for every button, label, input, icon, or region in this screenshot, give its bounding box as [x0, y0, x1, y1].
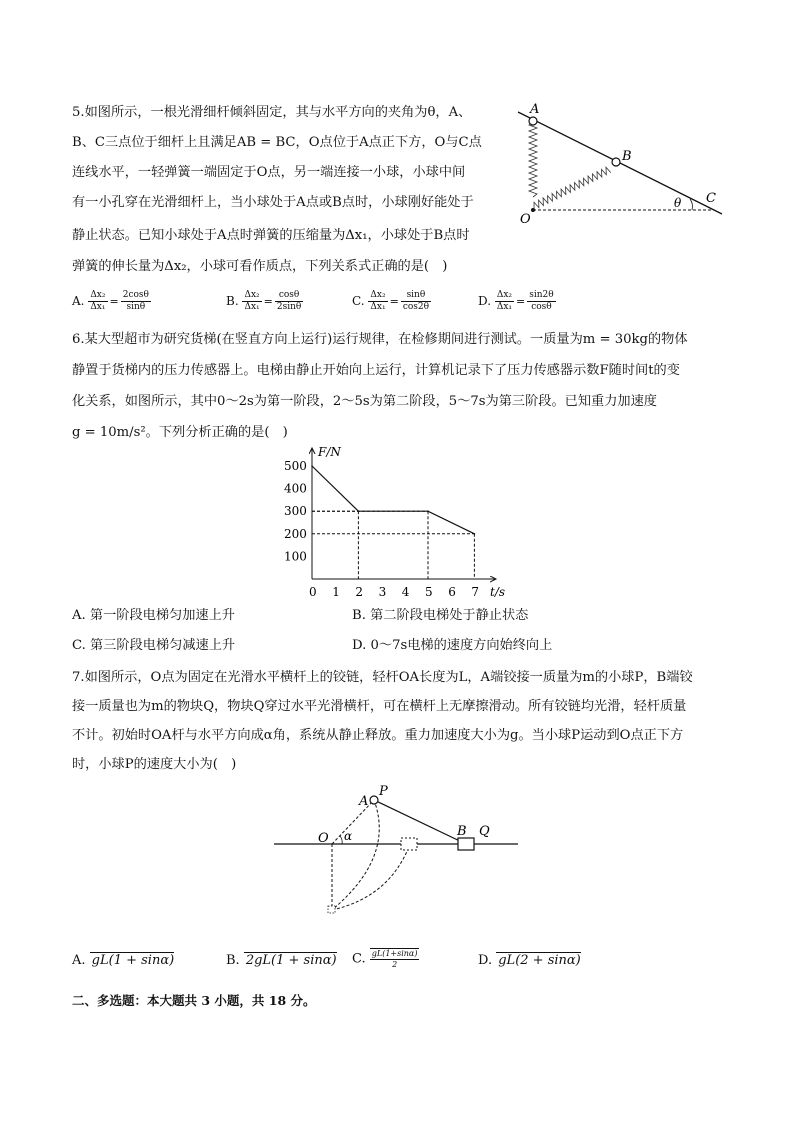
ball-at-a: [529, 117, 537, 125]
q5-option-b[interactable]: B. $\frac{\text{Δx₂}}{\text{Δx₁}}$ = $\frac{\cos\theta}{2\sin\theta}$: [226, 290, 302, 312]
x-tick-label: 7: [471, 585, 480, 599]
block-q-initial-ghost: [401, 838, 417, 850]
q5-line-6: 弹簧的伸长量为Δx₂，小球可看作质点，下列关系式正确的是( ): [72, 259, 448, 274]
q5-line-4: 有一小孔穿在光滑细杆上，当小球处于A点或B点时，小球刚好能处于: [72, 195, 474, 210]
q7-line-3: 不计。初始时OA杆与水平方向成α角，系统从静止释放。重力加速度大小为g。当小球P运动到O点正下方: [72, 728, 684, 743]
label-theta: θ: [674, 196, 682, 210]
q7-line-1: 7.如图所示，O点为固定在光滑水平横杆上的铰链，轻杆OA长度为L，A端铰接一质量为m的小球P，B端铰: [72, 670, 693, 685]
q7-option-d[interactable]: D. gL(2 + sinα): [478, 953, 581, 968]
q7-line-2: 接一质量也为m的物块Q，物块Q穿过水平光滑横杆，可在横杆上无摩擦滑动。所有铰链均光滑，轻杆质量: [72, 699, 687, 714]
q7-linkage-diagram: [270, 782, 530, 917]
label-b: B: [457, 824, 467, 839]
label-c: C: [706, 191, 716, 206]
q5-line-1: 5.如图所示，一根光滑细杆倾斜固定，其与水平方向的夹角为θ，A、: [72, 105, 472, 120]
label-b: B: [622, 149, 632, 164]
x-tick-label: 6: [448, 585, 456, 599]
q5-line-3: 连线水平，一轻弹簧一端固定于O点，另一端连接一小球，小球中间: [72, 165, 466, 180]
label-q: Q: [479, 824, 490, 839]
x-tick-label: 3: [378, 585, 387, 599]
q6-line-4: g = 10m/s²。下列分析正确的是( ): [72, 425, 288, 440]
label-p: P: [379, 784, 388, 799]
section-heading: 二、多选题：本大题共 3 小题，共 18 分。: [72, 993, 316, 1008]
force-time-chart: [270, 440, 510, 605]
sqrt-expression: $\frac{gL(1+\sin\alpha)}{2}$: [371, 949, 418, 969]
q7-option-b[interactable]: B. 2gL(1 + sinα): [226, 953, 337, 968]
q6-option-b[interactable]: B. 第二阶段电梯处于静止状态: [352, 608, 529, 623]
q6-option-a[interactable]: A. 第一阶段电梯匀加速上升: [72, 608, 235, 623]
q6-option-d[interactable]: D. 0～7s电梯的速度方向始终向上: [352, 638, 553, 653]
label-o: O: [520, 212, 531, 225]
q7-option-c[interactable]: C. $\frac{gL(1+\sin\alpha)}{2}$: [352, 949, 418, 969]
ball-at-b: [612, 158, 620, 166]
x-axis-label: t/s: [490, 585, 506, 599]
label-a: A: [359, 794, 369, 809]
y-tick-label: 500: [284, 459, 307, 473]
q6-line-3: 化关系，如图所示，其中0～2s为第一阶段，2～5s为第二阶段，5～7s为第三阶段。已知重力加速度: [72, 394, 657, 409]
x-tick-label: 5: [425, 585, 433, 599]
x-tick-label: 4: [401, 585, 410, 599]
q5-line-5: 静止状态。已知小球处于A点时弹簧的压缩量为Δx₁，小球处于B点时: [72, 228, 470, 243]
sqrt-expression: gL(1 + sinα): [91, 953, 175, 968]
y-tick-label: 200: [284, 526, 307, 541]
q5-line-2: B、C三点位于细杆上且满足AB = BC，O点位于A点正下方，O与C点: [72, 135, 482, 150]
q6-option-c[interactable]: C. 第三阶段电梯匀减速上升: [72, 638, 236, 653]
q6-line-2: 静置于货梯内的压力传感器上。电梯由静止开始向上运行，计算机记录下了压力传感器示数F随时间t的变: [72, 363, 680, 378]
x-tick-label: 1: [332, 585, 340, 599]
label-o: O: [318, 831, 329, 846]
y-tick-label: 100: [284, 549, 307, 564]
q5-option-a[interactable]: A. $\frac{\text{Δx₂}}{\text{Δx₁}}$ = $\frac{2\cos\theta}{\sin\theta}$: [72, 290, 149, 312]
label-a: A: [530, 102, 540, 117]
diagonal-spring: [531, 166, 610, 210]
x-tick-label: 2: [355, 585, 364, 599]
sqrt-expression: gL(2 + sinα): [498, 953, 581, 968]
force-series-line: [312, 466, 474, 534]
x-tick-label: 0: [309, 585, 317, 599]
q7-line-4: 时，小球P的速度大小为( ): [72, 757, 237, 772]
vertical-spring: [529, 122, 537, 197]
sqrt-expression: 2gL(1 + sinα): [245, 953, 337, 968]
q7-option-a[interactable]: A. gL(1 + sinα): [72, 953, 175, 968]
label-alpha: α: [344, 829, 353, 843]
q5-option-d[interactable]: D. $\frac{\text{Δx₂}}{\text{Δx₁}}$ = $\frac{\sin 2\theta}{\cos\theta}$: [478, 290, 554, 312]
rod-ab: [374, 800, 466, 844]
q5-option-c[interactable]: C. $\frac{\text{Δx₂}}{\text{Δx₁}}$ = $\frac{\sin\theta}{\cos 2\theta}$: [352, 290, 430, 312]
y-axis-label: F/N: [318, 445, 341, 459]
q6-line-1: 6.某大型超市为研究货梯(在竖直方向上运行)运行规律，在检修期间进行测试。一质量为m = 30kg的物体: [72, 332, 688, 347]
q5-incline-diagram: [510, 100, 730, 225]
block-q: [458, 838, 474, 850]
ball-p: [370, 796, 378, 804]
y-tick-label: 400: [284, 481, 307, 496]
y-tick-label: 300: [284, 504, 307, 519]
